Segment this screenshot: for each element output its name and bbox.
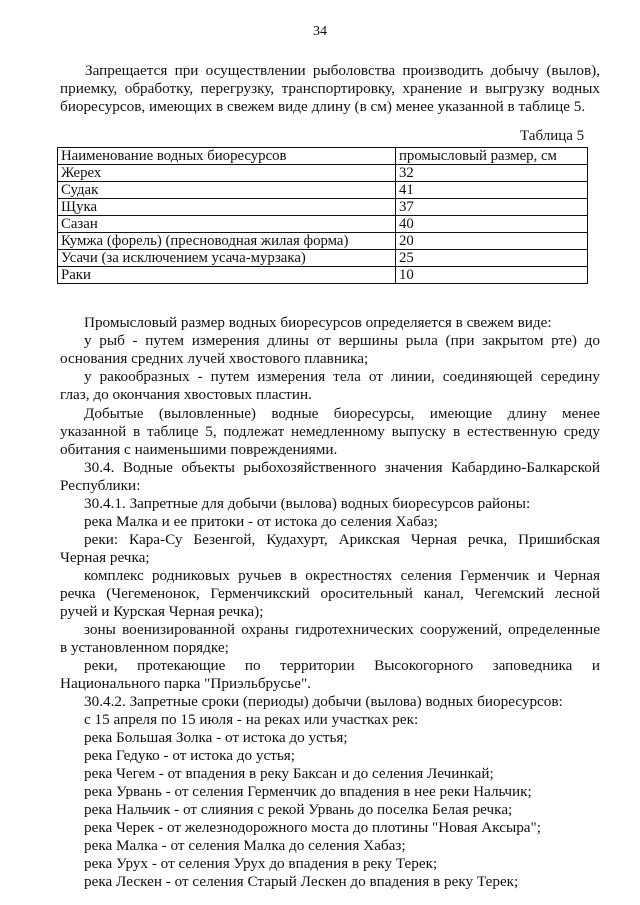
text-line: с 15 апреля по 15 июля - на реках или участках рек:	[84, 711, 419, 728]
table-header-row	[58, 148, 588, 165]
text-line: реки: Кара-Су Безенгой, Кудахурт, Арикская Черная речка, Пришибская	[84, 531, 600, 548]
text-line: Добытые (выловленные) водные биоресурсы, имеющие длину менее	[84, 405, 600, 422]
text-line: река Малка - от селения Малка до селения Хабаз;	[84, 837, 406, 854]
size-value-cell: 20	[396, 233, 588, 250]
text-line: зоны военизированной охраны гидротехнических сооружений, определенные	[84, 621, 600, 638]
text-line: реки, протекающие по территории Высокогорного заповедника и	[84, 657, 600, 674]
text-line: река Малка и ее притоки - от истока до селения Хабаз;	[84, 513, 438, 530]
text-line: в установленном порядке;	[60, 639, 229, 656]
size-value-cell: 32	[396, 165, 588, 182]
species-name-cell: Раки	[58, 267, 396, 284]
species-name-cell: Щука	[58, 199, 396, 216]
text-line: река Урвань - от селения Герменчик до впадения в нее реки Нальчик;	[84, 783, 532, 800]
table-row	[58, 182, 588, 199]
species-name-cell: Жерех	[58, 165, 396, 182]
table-row	[58, 165, 588, 182]
species-name-cell: Судак	[58, 182, 396, 199]
text-line: у рыб - путем измерения длины от вершины рыла (при закрытом рте) до	[84, 332, 600, 349]
table-row	[58, 216, 588, 233]
text-line: обитания с наименьшими повреждениями.	[60, 441, 338, 458]
text-line: Промысловый размер водных биоресурсов определяется в свежем виде:	[84, 314, 552, 331]
text-line: комплекс родниковых ручьев в окрестностях селения Герменчик и Черная	[84, 567, 600, 584]
size-value-cell: 41	[396, 182, 588, 199]
size-value-cell: 37	[396, 199, 588, 216]
species-name-cell: Сазан	[58, 216, 396, 233]
text-line: река Гедуко - от истока до устья;	[84, 747, 295, 764]
text-line: река Большая Золка - от истока до устья;	[84, 729, 348, 746]
size-value-cell: 10	[396, 267, 588, 284]
text-line: река Черек - от железнодорожного моста до плотины "Новая Аксыра";	[84, 819, 541, 836]
text-line: 30.4.1. Запретные для добычи (вылова) водных биоресурсов районы:	[84, 495, 531, 512]
table-row	[58, 250, 588, 267]
table-header-cell: Наименование водных биоресурсов	[58, 148, 396, 165]
text-line: 30.4. Водные объекты рыбохозяйственного значения Кабардино-Балкарской	[84, 459, 600, 476]
table-row	[58, 267, 588, 284]
text-line: река Чегем - от впадения в реку Баксан и до селения Лечинкай;	[84, 765, 494, 782]
text-line: речка (Чегеменонок, Герменчикский оросительный канал, Чегемский лесной	[60, 585, 600, 602]
text-line: река Урух - от селения Урух до впадения в реку Терек;	[84, 855, 438, 872]
text-line: 30.4.2. Запретные сроки (периоды) добычи (вылова) водных биоресурсов:	[84, 693, 563, 710]
table-caption: Таблица 5	[520, 128, 585, 144]
page-number: 34	[313, 24, 327, 39]
text-line: река Лескен - от селения Старый Лескен до впадения в реку Терек;	[84, 873, 519, 890]
text-line: у ракообразных - путем измерения тела от линии, соединяющей середину	[84, 368, 600, 385]
text-line: Национального парка "Приэльбрусье".	[60, 675, 311, 692]
size-value-cell: 25	[396, 250, 588, 267]
table-header-cell: промысловый размер, см	[396, 148, 588, 165]
table-row	[58, 233, 588, 250]
text-line: река Нальчик - от слияния с рекой Урвань до поселка Белая речка;	[84, 801, 513, 818]
size-value-cell: 40	[396, 216, 588, 233]
text-line: ручей и Курская Черная речка);	[60, 603, 264, 620]
text-line: Республики:	[60, 477, 141, 494]
species-name-cell: Кумжа (форель) (пресноводная жилая форма)	[58, 233, 396, 250]
text-line: основания средних лучей хвостового плавника;	[60, 350, 369, 367]
text-line: глаз, до окончания хвостовых пластин.	[60, 386, 312, 403]
intro-paragraph: Запрещается при осуществлении рыболовства производить добычу (вылов), приемку, обработку, перегрузку, транспортировку, хранение и выгрузку водных биоресурсов, имеющих в свежем виде длину (в см) менее указанной в таблице 5.	[60, 62, 600, 116]
size-table	[57, 147, 588, 284]
table-row	[58, 199, 588, 216]
text-line: Черная речка;	[60, 549, 150, 566]
species-name-cell: Усачи (за исключением усача-мурзака)	[58, 250, 396, 267]
text-line: указанной в таблице 5, подлежат немедленному выпуску в естественную среду	[60, 423, 600, 440]
